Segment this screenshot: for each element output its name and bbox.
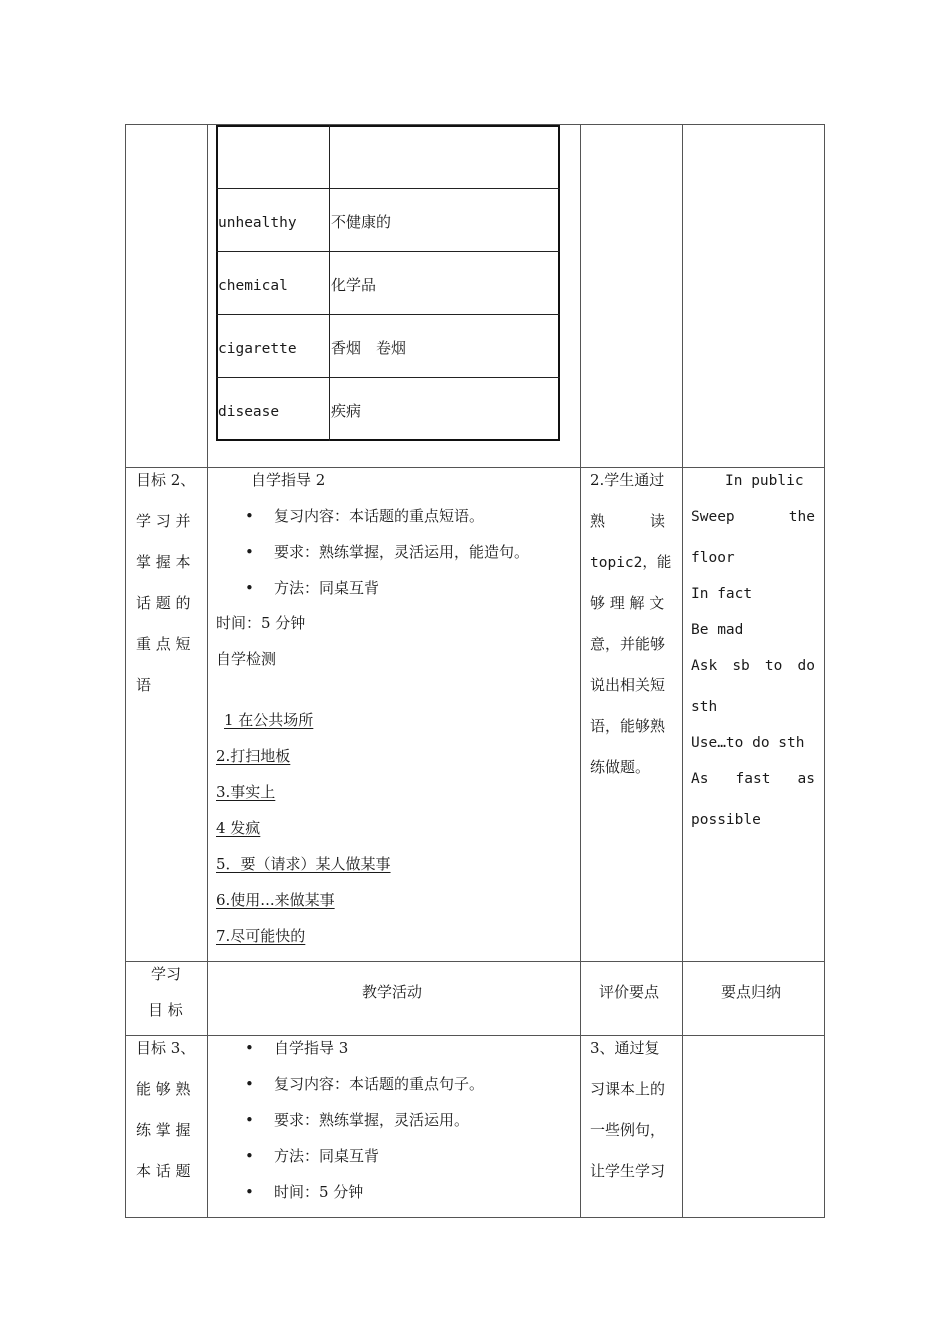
header-goal-line2: 目 标 [148, 1001, 183, 1019]
check-item: 2.打扫地板 [216, 747, 291, 765]
vocab-word: unhealthy [218, 215, 297, 231]
summary-line: Ask sb to do [691, 658, 815, 674]
bullet-icon: • [245, 1147, 254, 1165]
goal3-eval-line: 一些例句， [590, 1121, 666, 1139]
column-divider-3 [682, 124, 683, 1218]
goal2-eval-line: 练做题。 [590, 758, 651, 776]
guide-bullet: 复习内容：本话题的重点短语。 [274, 507, 485, 525]
bullet-icon: • [245, 543, 254, 561]
check-item: 3.事实上 [216, 783, 276, 801]
vocab-word: cigarette [218, 341, 297, 357]
goal2-eval-line: 熟 读 [590, 512, 666, 530]
goal2-label-line: 学 习 并 [136, 512, 191, 530]
bullet-icon: • [245, 1111, 254, 1129]
check-item: 5．要（请求）某人做某事 [216, 855, 391, 873]
bullet-icon: • [245, 1183, 254, 1201]
bullet-icon: • [245, 1039, 254, 1057]
vocab-word: disease [218, 404, 280, 420]
check-title: 自学检测 [216, 650, 277, 668]
vocab-meaning: 疾病 [331, 402, 362, 420]
goal3-bullet: 时间：5 分钟 [274, 1183, 364, 1201]
summary-line: As fast as [691, 771, 815, 787]
guide-bullet: 要求：熟练掌握，灵活运用，能造句。 [274, 543, 530, 561]
vocab-table-row-divider [216, 377, 560, 378]
goal2-label-line: 目标 2、 [136, 471, 196, 489]
row-divider-3 [125, 1035, 825, 1036]
header-evaluation: 评价要点 [599, 983, 660, 1001]
check-item: 7.尽可能快的 [216, 927, 306, 945]
column-divider-1 [207, 124, 208, 1218]
vocab-meaning: 化学品 [331, 276, 377, 294]
goal2-eval-line: topic2，能 [590, 555, 672, 571]
summary-line: Be mad [691, 622, 744, 638]
table-border-right [824, 124, 825, 1218]
header-goal-line1: 学习 [151, 965, 182, 983]
goal3-label-line: 练 掌 握 [136, 1121, 191, 1139]
goal2-label-line: 重 点 短 [136, 635, 191, 653]
row-divider-2 [125, 961, 825, 962]
goal2-eval-line: 意，并能够 [590, 635, 666, 653]
vocab-table-row-divider [216, 314, 560, 315]
summary-line: possible [691, 812, 761, 828]
vocab-word: chemical [218, 278, 288, 294]
goal3-bullet: 复习内容：本话题的重点句子。 [274, 1075, 485, 1093]
vocab-table-row-divider [216, 188, 560, 189]
goal2-label-line: 语 [136, 676, 152, 694]
check-item: 6.使用...来做某事 [216, 891, 335, 909]
row-divider-1 [125, 467, 825, 468]
time-text: 时间：5 分钟 [216, 614, 306, 632]
goal3-bullet: 方法：同桌互背 [274, 1147, 380, 1165]
guide-bullet: 方法：同桌互背 [274, 579, 380, 597]
vocab-meaning: 香烟 卷烟 [331, 339, 407, 357]
goal3-bullet: 自学指导 3 [274, 1039, 349, 1057]
goal2-eval-line: 2.学生通过 [590, 471, 665, 489]
goal3-eval-line: 让学生学习 [590, 1162, 666, 1180]
vocab-table-row-divider [216, 251, 560, 252]
goal2-eval-line: 说出相关短 [590, 676, 666, 694]
summary-line: Sweep the [691, 509, 815, 525]
goal3-label-line: 目标 3、 [136, 1039, 196, 1057]
header-summary: 要点归纳 [721, 983, 782, 1001]
check-item: 1 在公共场所 [224, 711, 314, 729]
summary-line: floor [691, 550, 735, 566]
goal3-eval-line: 习课本上的 [590, 1080, 666, 1098]
summary-line: In fact [691, 586, 753, 602]
check-item: 4 发疯 [216, 819, 261, 837]
guide-title: 自学指导 2 [251, 471, 326, 489]
bullet-icon: • [245, 507, 254, 525]
goal2-eval-line: 语，能够熟 [590, 717, 666, 735]
summary-line: In public [725, 473, 804, 489]
bullet-icon: • [245, 1075, 254, 1093]
goal3-label-line: 本 话 题 [136, 1162, 191, 1180]
table-border-left [125, 124, 126, 1218]
vocab-table-border-top [216, 125, 560, 127]
vocab-table-border-right [558, 125, 560, 441]
vocab-table-border-bottom [216, 439, 560, 441]
goal2-label-line: 掌 握 本 [136, 553, 191, 571]
goal2-eval-line: 够 理 解 文 [590, 594, 665, 612]
summary-line: Use…to do sth [691, 735, 805, 751]
table-border-bottom [125, 1217, 825, 1218]
goal3-label-line: 能 够 熟 [136, 1080, 191, 1098]
summary-line: sth [691, 699, 718, 715]
vocab-table-column-divider [329, 125, 330, 441]
goal3-eval-line: 3、通过复 [590, 1039, 660, 1057]
goal3-bullet: 要求：熟练掌握，灵活运用。 [274, 1111, 470, 1129]
vocab-meaning: 不健康的 [331, 213, 392, 231]
header-activity: 教学活动 [362, 983, 423, 1001]
bullet-icon: • [245, 579, 254, 597]
column-divider-2 [580, 124, 581, 1218]
goal2-label-line: 话 题 的 [136, 594, 191, 612]
